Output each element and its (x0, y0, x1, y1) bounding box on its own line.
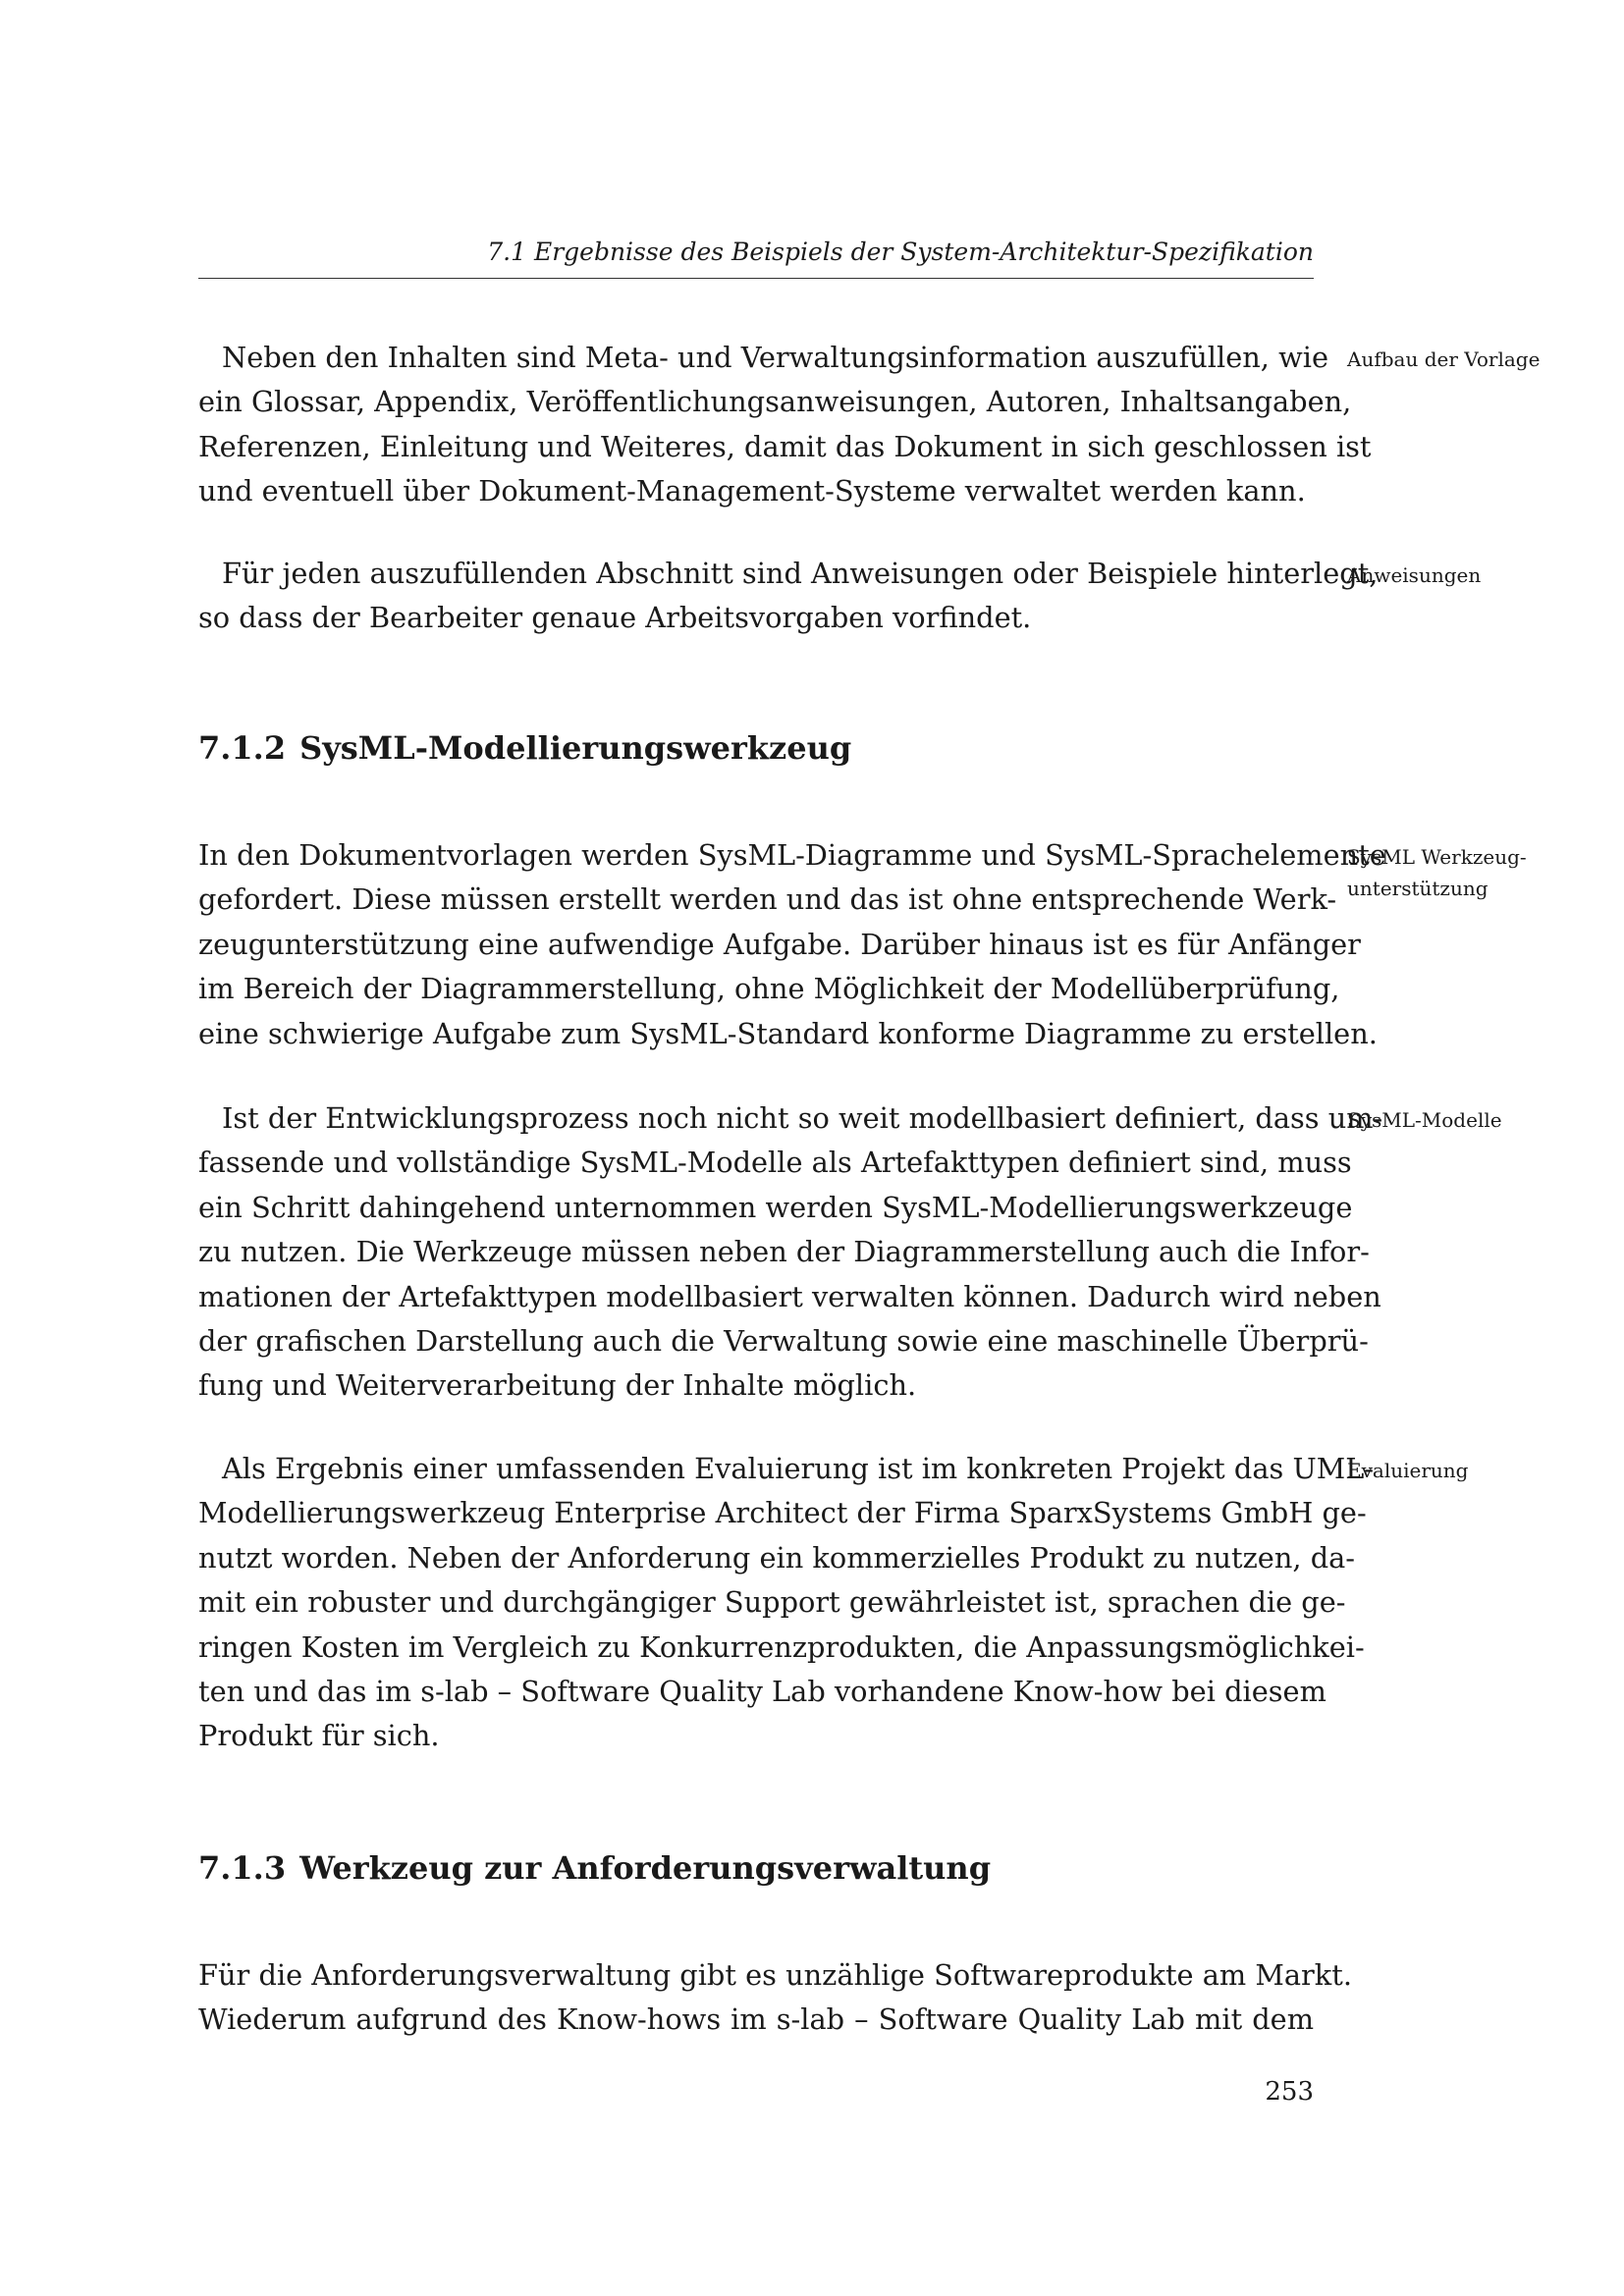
paragraph-evaluation (198, 1447, 1375, 1759)
header-rule (198, 278, 1314, 279)
text-line: mit ein robuster und durchgängiger Support gewährleistet ist, sprachen die ge- (198, 1585, 1346, 1620)
text-line: ein Schritt dahingehend unternommen werden SysML-Modellierungswerkzeuge (198, 1190, 1353, 1224)
text-line: zeugunterstützung eine aufwendige Aufgabe. Darüber hinaus ist es für Anfänger (198, 927, 1361, 961)
text-line: ein Glossar, Appendix, Veröffentlichungsanweisungen, Autoren, Inhaltsangaben, (198, 385, 1352, 419)
margin-note-line: unterstützung (1347, 877, 1489, 900)
paragraph-instructions (198, 552, 1379, 641)
text-line: fung und Weiterverarbeitung der Inhalte möglich. (198, 1368, 917, 1403)
paragraph-sysml-models (198, 1096, 1383, 1409)
margin-note-anweisungen (1347, 560, 1583, 591)
section-number: 7.1.2 (198, 729, 287, 767)
text-line: gefordert. Diese müssen erstellt werden und das ist ohne entsprechende Werk- (198, 882, 1337, 917)
margin-note-line: Anweisungen (1347, 563, 1482, 587)
text-line: ten und das im s-lab – Software Quality Lab vorhandene Know-how bei diesem (198, 1675, 1326, 1709)
section-number: 7.1.3 (198, 1849, 287, 1887)
section-title: SysML-Modellierungswerkzeug (299, 729, 852, 767)
text-line: Wiederum aufgrund des Know-hows im s-lab – Software Quality Lab mit dem (198, 2002, 1314, 2037)
text-line: Produkt für sich. (198, 1719, 440, 1753)
text-line: ringen Kosten im Vergleich zu Konkurrenzprodukten, die Anpassungsmöglichkei- (198, 1629, 1365, 1664)
text-line: fassende und vollständige SysML-Modelle als Artefakttypen definiert sind, muss (198, 1146, 1352, 1180)
page-number: 253 (1265, 2077, 1314, 2107)
margin-note-line: SysML Werkzeug- (1347, 845, 1527, 869)
text-line: nutzt worden. Neben der Anforderung ein kommerzielles Produkt zu nutzen, da- (198, 1540, 1356, 1575)
text-line: Referenzen, Einleitung und Weiteres, damit das Dokument in sich geschlossen ist (198, 429, 1372, 463)
text-line: Neben den Inhalten sind Meta- und Verwaltungsinformation auszufüllen, wie (222, 341, 1329, 374)
text-line: eine schwierige Aufgabe zum SysML-Standard konforme Diagramme zu erstellen. (198, 1016, 1378, 1050)
section-heading-7-1-2 (198, 728, 851, 768)
margin-note-aufbau (1347, 344, 1583, 375)
running-header: 7.1 Ergebnisse des Beispiels der System-Architektur-Spezifikation (487, 238, 1314, 266)
margin-note-line: SysML-Modelle (1347, 1108, 1502, 1132)
section-title: Werkzeug zur Anforderungsverwaltung (299, 1849, 992, 1887)
text-line: zu nutzen. Die Werkzeuge müssen neben der Diagrammerstellung auch die Infor- (198, 1235, 1370, 1269)
section-heading-7-1-3 (198, 1848, 991, 1888)
text-line: und eventuell über Dokument-Management-Systeme verwaltet werden kann. (198, 474, 1306, 508)
text-line: Ist der Entwicklungsprozess noch nicht so weit modellbasiert definiert, dass um- (222, 1101, 1383, 1135)
text-line: der grafischen Darstellung auch die Verwaltung sowie eine maschinelle Überprü- (198, 1324, 1369, 1359)
paragraph-requirements-management (198, 1953, 1352, 2043)
margin-note-line: Evaluierung (1347, 1459, 1469, 1482)
text-line: im Bereich der Diagrammerstellung, ohne Möglichkeit der Modellüberprüfung, (198, 972, 1340, 1006)
text-line: In den Dokumentvorlagen werden SysML-Diagramme und SysML-Sprachelemente (198, 838, 1386, 872)
text-line: Modellierungswerkzeug Enterprise Architect der Firma SparxSystems GmbH ge- (198, 1496, 1367, 1530)
text-line: mationen der Artefakttypen modellbasiert verwalten können. Dadurch wird neben (198, 1279, 1381, 1313)
paragraph-sysml-tool-support (198, 833, 1386, 1056)
text-line: Für jeden auszufüllenden Abschnitt sind Anweisungen oder Beispiele hinterlegt, (222, 557, 1379, 590)
text-line: Als Ergebnis einer umfassenden Evaluierung ist im konkreten Projekt das UML- (222, 1452, 1375, 1485)
text-line: Für die Anforderungsverwaltung gibt es unzählige Softwareprodukte am Markt. (198, 1958, 1352, 1992)
margin-note-line: Aufbau der Vorlage (1347, 347, 1541, 371)
text-line: so dass der Bearbeiter genaue Arbeitsvorgaben vorfindet. (198, 601, 1032, 635)
margin-note-evaluierung (1347, 1455, 1583, 1486)
paragraph-template-structure (198, 336, 1372, 514)
margin-note-sysml-werkzeug (1347, 841, 1583, 904)
margin-note-sysml-modelle (1347, 1104, 1583, 1136)
